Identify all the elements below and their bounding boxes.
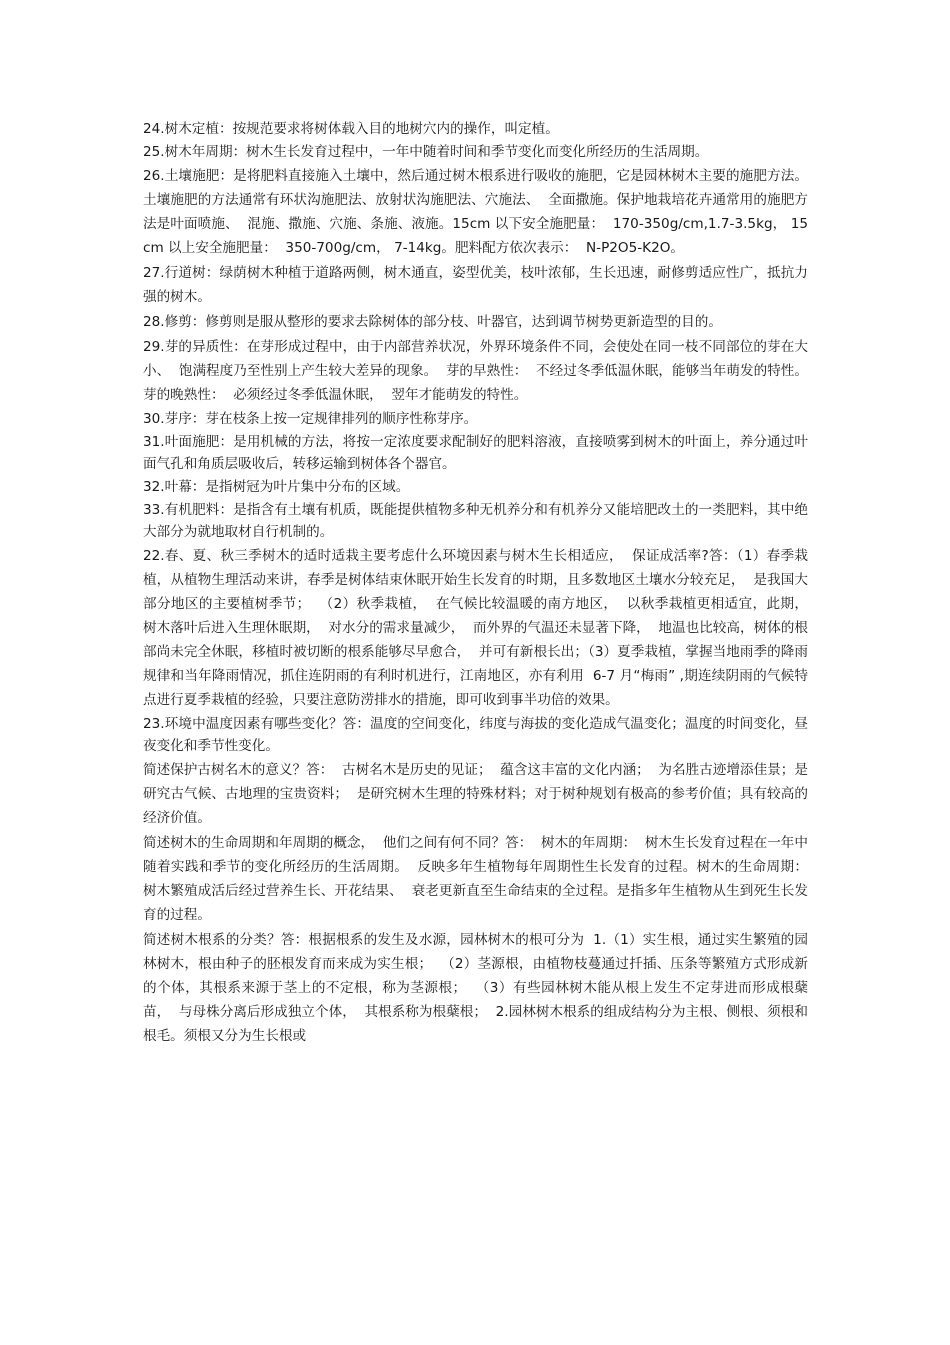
paragraph-28-pruning: 28.修剪：修剪则是服从整形的要求去除树体的部分枝、叶器官，达到调节树势更新造型的目的。 (143, 314, 722, 330)
paragraph-29-bud-heterogeneity: 29.芽的异质性：在芽形成过程中，由于内部营养状况，外界环境条件不同，会使处在同一枝不同部位的芽在大小、 饱满程度乃至性别上产生较大差异的现象。 芽的早熟性： 不经过冬季低温休眠，能够当年萌发的特性。 芽的晚熟性： 必须经过冬季低温休眠， 翌年才能萌发的特性。 (143, 339, 817, 403)
paragraph-life-cycle: 简述树木的生命周期和年周期的概念， 他们之间有何不同？答： 树木的年周期： 树木生长发育过程在一年中随着实践和季节的变化所经历的生活周期。 反映多年生植物每年周期性生长发育的过程。树木的生命周期： 树木繁殖成活后经过营养生长、开花结果、 衰老更新直至生命结束的全过程。是指多年生植物从生到死生长发育的过程。 (143, 835, 817, 923)
paragraph-ancient-trees: 简述保护古树名木的意义？答： 古树名木是历史的见证； 蕴含这丰富的文化内涵； 为名胜古迹增添佳景；是研究古气候、古地理的宝贵资料； 是研究树木生理的特殊材料；对于树种规划有极高的参考价值；具有较高的经济价值。 (143, 762, 808, 826)
paragraph-32-leaf-curtain: 32.叶幕：是指树冠为叶片集中分布的区域。 (143, 479, 410, 495)
document-body (143, 118, 817, 1049)
paragraph-22-seasonal-planting: 22.春、夏、秋三季树木的适时适栽主要考虑什么环境因素与树木生长相适应， 保证成活率?答：（1）春季栽植，从植物生理活动来讲，春季是树体结束休眠开始生长发育的时期，且多数地区土壤水分较充足， 是我国大部分地区的主要植树季节； （2）秋季栽植， 在气候比较温暖的南方地区， 以秋季栽植更相适宜，此期， 树木落叶后进入生理休眠期， 对水分的需求量减少， 而外界的气温还未显著下降， 地温也比较高，树体的根部尚未完全休眠，移植时被切断的根系能够尽早愈合， 并可有新根长出；（3）夏季栽植，掌握当地雨季的降雨规律和当年降雨情况，抓住连阴雨的有利时机进行，江南地区，亦有利用 6-7 月“梅雨” ,期连续阴雨的气候特点进行夏季栽植的经验，只要注意防涝排水的措施，即可收到事半功倍的效果。 (143, 548, 817, 708)
paragraph-33-organic-fertilizer: 33.有机肥料：是指含有土壤有机质，既能提供植物多种无机养分和有机养分又能培肥改土的一类肥料，其中绝大部分为就地取材自行机制的。 (143, 502, 808, 540)
paragraph-23-temperature-changes: 23.环境中温度因素有哪些变化？答：温度的空间变化，纬度与海拔的变化造成气温变化；温度的时间变化，昼夜变化和季节性变化。 (143, 716, 808, 754)
paragraph-27-street-tree: 27.行道树：绿荫树木种植于道路两侧，树木通直，姿型优美，枝叶浓郁，生长迅速，耐修剪适应性广，抵抗力强的树木。 (143, 265, 808, 305)
paragraph-26-soil-fertilization: 26.土壤施肥：是将肥料直接施入土壤中，然后通过树木根系进行吸收的施肥，它是园林树木主要的施肥方法。 土壤施肥的方法通常有环状沟施肥法、放射状沟施肥法、穴施法、 全面撒施。保护地栽培花卉通常用的施肥方法是叶面喷施、 混施、撒施、穴施、条施、液施。15cm 以下安全施肥量： 170-350g/cm,1.7-3.5kg， 15cm 以上安全施肥量： 350-700g/cm， 7-14kg。肥料配方依次表示： N-P2O5-K2O。 (143, 168, 817, 256)
paragraph-25-annual-cycle: 25.树木年周期：树木生长发育过程中，一年中随着时间和季节变化而变化所经历的生活周期。 (143, 144, 709, 160)
paragraph-24-tree-planting: 24.树木定植：按规范要求将树体载入目的地树穴内的操作，叫定植。 (143, 121, 559, 137)
paragraph-31-foliar-fertilization: 31.叶面施肥：是用机械的方法，将按一定浓度要求配制好的肥料溶液，直接喷雾到树木的叶面上，养分通过叶面气孔和角质层吸收后，转移运输到树体各个器官。 (143, 434, 808, 472)
paragraph-30-bud-order: 30.芽序：芽在枝条上按一定规律排列的顺序性称芽序。 (143, 411, 478, 427)
paragraph-root-classification: 简述树木根系的分类？答：根据根系的发生及水源，园林树木的根可分为 1.（1）实生根，通过实生繁殖的园林树木，根由种子的胚根发育而来成为实生根； （2）茎源根，由植物枝蔓通过扦插、压条等繁殖方式形成新的个体，其根系来源于茎上的不定根，称为茎源根； （3）有些园林树木能从根上发生不定芽进而形成根蘖苗， 与母株分离后形成独立个体， 其根系称为根蘖根； 2.园林树木根系的组成结构分为主根、侧根、须根和根毛。须根又分为生长根或 (143, 932, 808, 1044)
